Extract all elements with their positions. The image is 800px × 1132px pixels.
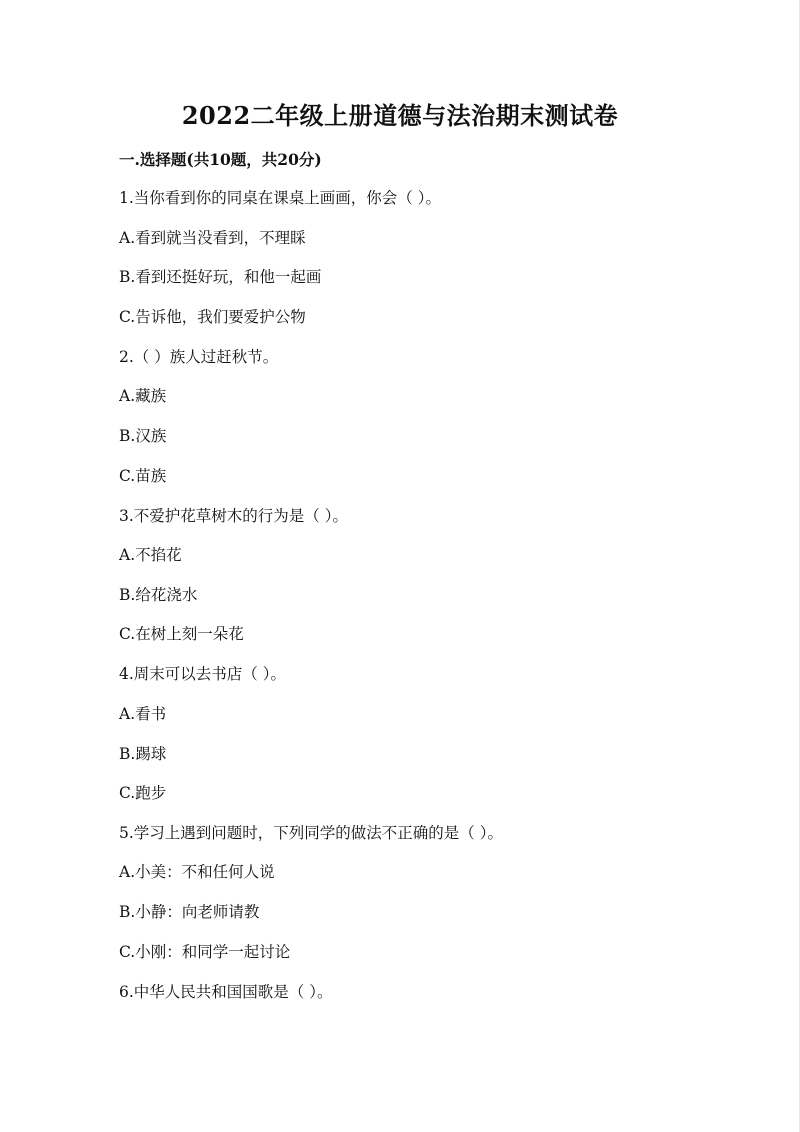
question-5-option-c: C.小刚：和同学一起讨论 xyxy=(119,943,291,961)
question-3-option-c: C.在树上刻一朵花 xyxy=(119,625,244,643)
question-3-stem: 3.不爱护花草树木的行为是（ ）。 xyxy=(119,507,348,525)
question-4-option-c: C.跑步 xyxy=(119,784,167,802)
question-1-option-a: A.看到就当没看到，不理睬 xyxy=(119,229,306,247)
question-1-stem: 1.当你看到你的同桌在课桌上画画，你会（ ）。 xyxy=(119,189,441,207)
question-1-option-c: C.告诉他，我们要爱护公物 xyxy=(119,308,306,326)
question-5-option-a: A.小美：不和任何人说 xyxy=(119,863,275,881)
question-6-stem: 6.中华人民共和国国歌是（ ）。 xyxy=(119,983,333,1001)
document-title: 2022二年级上册道德与法治期末测试卷 xyxy=(181,101,619,130)
question-2-option-c: C.苗族 xyxy=(119,467,167,485)
question-4-option-b: B.踢球 xyxy=(119,745,167,763)
question-4-option-a: A.看书 xyxy=(119,705,167,723)
question-3-option-a: A.不掐花 xyxy=(119,546,182,564)
question-2-option-a: A.藏族 xyxy=(119,387,167,405)
question-5-option-b: B.小静：向老师请教 xyxy=(119,903,260,921)
question-4-stem: 4.周末可以去书店（ ）。 xyxy=(119,665,286,683)
section-header: 一.选择题(共10题，共20分) xyxy=(119,150,322,169)
question-5-stem: 5.学习上遇到问题时，下列同学的做法不正确的是（ ）。 xyxy=(119,824,503,842)
question-2-stem: 2.（ ）族人过赶秋节。 xyxy=(119,348,279,366)
question-2-option-b: B.汉族 xyxy=(119,427,167,445)
question-3-option-b: B.给花浇水 xyxy=(119,586,198,604)
question-1-option-b: B.看到还挺好玩，和他一起画 xyxy=(119,268,322,286)
